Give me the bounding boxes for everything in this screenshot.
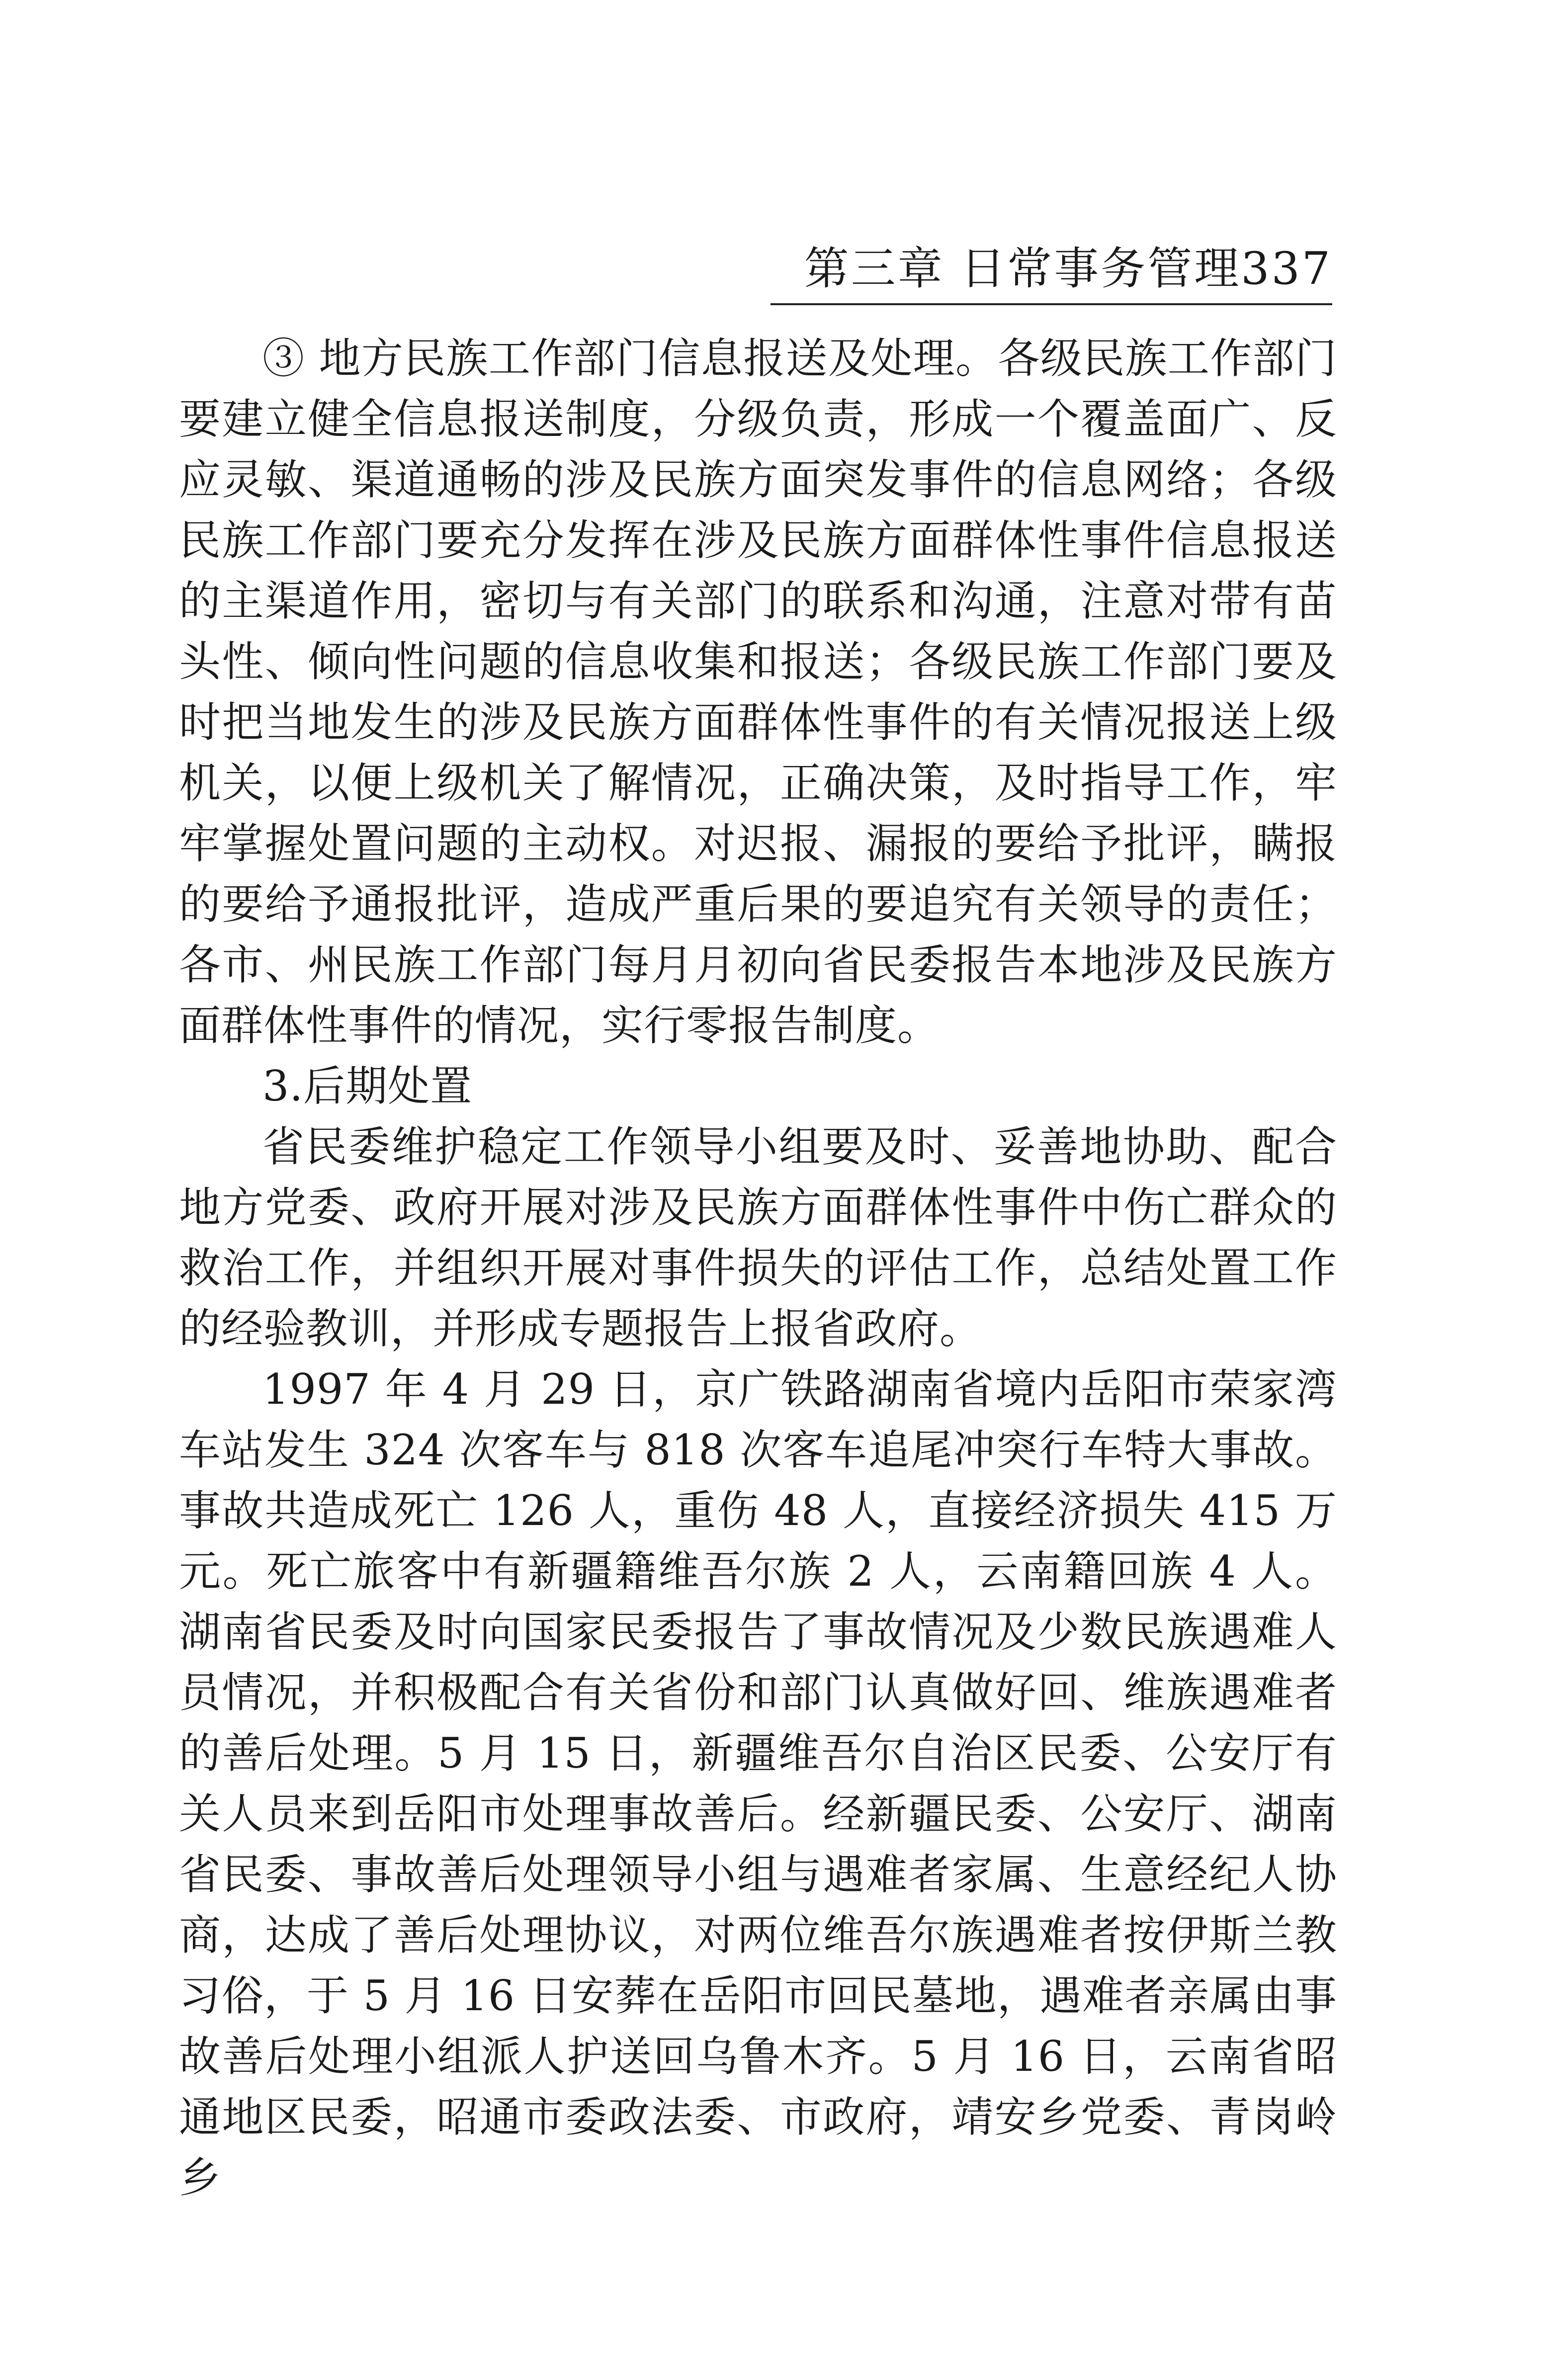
chapter-title-page-number: 第三章 日常事务管理337 bbox=[804, 243, 1332, 295]
paragraph-1997-railway-accident: 1997 年 4 月 29 日，京广铁路湖南省境内岳阳市荣家湾车站发生 324 次客车与 818 次客车追尾冲突行车特大事故。事故共造成死亡 126 人，重伤 48 人，直接经济损失 415 万元。死亡旅客中有新疆籍维吾尔族 2 人，云南籍回族 4 人。湖南省民委及时向国家民委报告了事故情况及少数民族遇难人员情况，并积极配合有关省份和部门认真做好回、维族遇难者的善后处理。5 月 15 日，新疆维吾尔自治区民委、公安厅有关人员来到岳阳市处理事故善后。经新疆民委、公安厅、湖南省民委、事故善后处理领导小组与遇难者家属、生意经纪人协商，达成了善后处理协议，对两位维吾尔族遇难者按伊斯兰教习俗，于 5 月 16 日安葬在岳阳市回民墓地，遇难者亲属由事故善后处理小组派人护送回乌鲁木齐。5 月 16 日，云南省昭通地区民委，昭通市委政法委、市政府，靖安乡党委、青岗岭乡 bbox=[179, 1365, 1337, 2202]
section-heading-aftermath: 3.后期处置 bbox=[262, 1062, 473, 1110]
paragraph-aftermath-handling: 省民委维护稳定工作领导小组要及时、妥善地协助、配合地方党委、政府开展对涉及民族方面群体性事件中伤亡群众的救治工作，并组织开展对事件损失的评估工作，总结处置工作的经验教训，并形成专题报告上报省政府。 bbox=[179, 1122, 1337, 1353]
body-text bbox=[179, 328, 1337, 2208]
running-head bbox=[771, 239, 1332, 305]
paragraph-info-reporting: ③ 地方民族工作部门信息报送及处理。各级民族工作部门要建立健全信息报送制度，分级负责，形成一个覆盖面广、反应灵敏、渠道通畅的涉及民族方面突发事件的信息网络；各级民族工作部门要充分发挥在涉及民族方面群体性事件信息报送的主渠道作用，密切与有关部门的联系和沟通，注意对带有苗头性、倾向性问题的信息收集和报送；各级民族工作部门要及时把当地发生的涉及民族方面群体性事件的有关情况报送上级机关，以便上级机关了解情况，正确决策，及时指导工作，牢牢掌握处置问题的主动权。对迟报、漏报的要给予批评，瞒报的要给予通报批评，造成严重后果的要追究有关领导的责任；各市、州民族工作部门每月月初向省民委报告本地涉及民族方面群体性事件的情况，实行零报告制度。 bbox=[179, 334, 1337, 1050]
